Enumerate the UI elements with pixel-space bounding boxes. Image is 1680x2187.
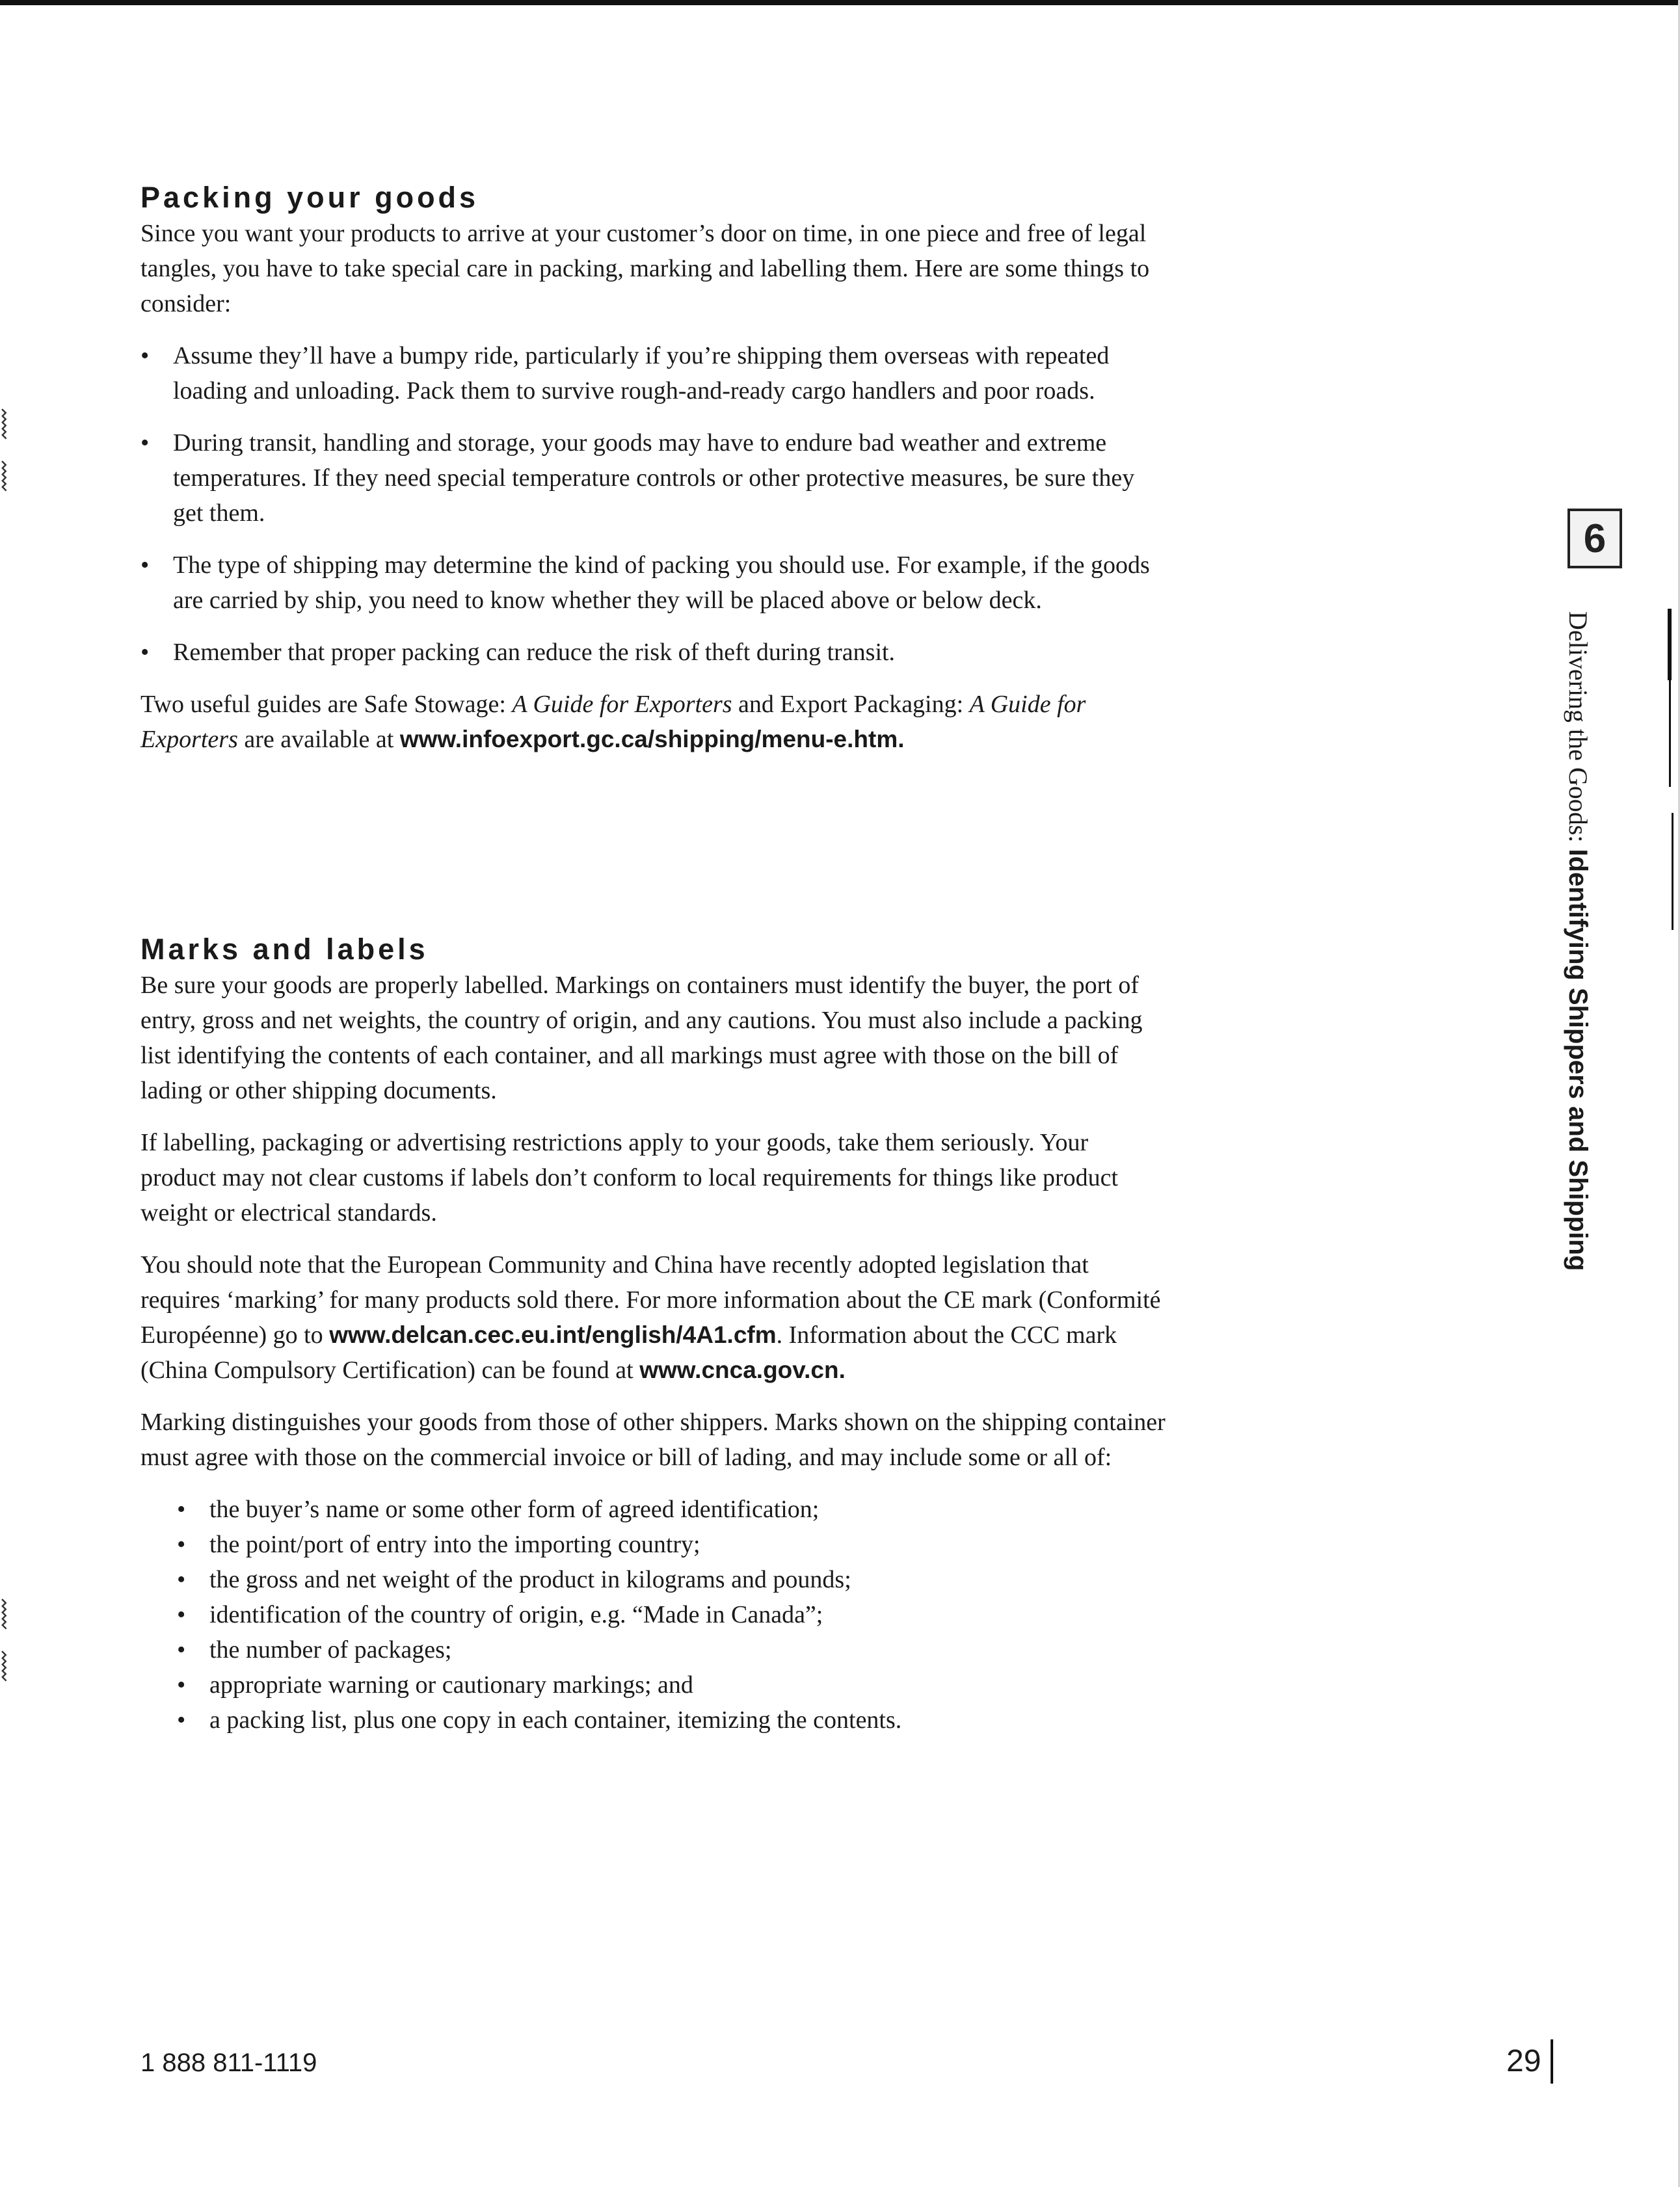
- page-number: 29: [1506, 2044, 1541, 2078]
- marks-heading: Marks and labels: [140, 933, 429, 966]
- marks-paragraph-4: Marking distinguishes your goods from those of other shippers. Marks shown on the shipping container must agree with those on the commercial invoice or bill of lading, and may include some or all of:: [140, 1409, 1166, 1471]
- marks-paragraph-2: If labelling, packaging or advertising restrictions apply to your goods, take them seriously. Your product may not clear customs if labels don’t conform to local requirements for things like product weight or electrical standards.: [140, 1129, 1119, 1226]
- ccc-text: . Information about the CCC mark (China Compulsory Certification) can be found at: [140, 1321, 1117, 1384]
- binder-mark-bottom: ⦚: [0, 1645, 8, 1691]
- binder-mark-mid: ⦚: [0, 455, 8, 501]
- list-item: • the buyer’s name or some other form of agreed identification;: [177, 1492, 1168, 1527]
- side-rule-2: [1669, 670, 1671, 787]
- footer-phone-number: 1 888 811-1119: [140, 2048, 317, 2077]
- marking-list: [140, 1492, 1168, 1738]
- list-item: • The type of shipping may determine the kind of packing you should use. For example, if the goods are carried by ship, you need to know whether they will be placed above or below deck.: [140, 548, 1168, 618]
- list-item: • the point/port of entry into the importing country;: [177, 1527, 1168, 1562]
- cnca-end: .: [838, 1357, 846, 1383]
- packing-heading: Packing your goods: [140, 181, 479, 214]
- packing-section: [140, 179, 1168, 774]
- guides-title-2: A Guide for Exporters: [140, 691, 1086, 753]
- list-item: • identification of the country of origin, e.g. “Made in Canada”;: [177, 1597, 1168, 1632]
- list-item: • Assume they’ll have a bumpy ride, particularly if you’re shipping them overseas with repeated loading and unloading. Pack them to survive rough-and-ready cargo handlers and poor roads.: [140, 338, 1168, 408]
- chapter-side-title: [1562, 611, 1593, 1271]
- list-item: • appropriate warning or cautionary markings; and: [177, 1667, 1168, 1703]
- page-number-rule: [1551, 2039, 1553, 2084]
- cnca-link[interactable]: www.cnca.gov.cn: [639, 1357, 839, 1383]
- packing-intro: Since you want your products to arrive at your customer’s door on time, in one piece and free of legal tangles, you have to take special care in packing, marking and labelling them. Here are some things to consider:: [140, 220, 1150, 317]
- infoexport-link[interactable]: www.infoexport.gc.ca/shipping/menu-e.htm: [399, 726, 898, 752]
- packing-bullet-list: [140, 338, 1168, 670]
- top-page-edge: [0, 0, 1680, 5]
- guides-end: .: [898, 726, 905, 752]
- list-item: • the number of packages;: [177, 1632, 1168, 1667]
- marks-paragraph-1: Be sure your goods are properly labelled. Markings on containers must identify the buyer, the port of entry, gross and net weights, the country of origin, and any cautions. You must also include a packing list identifying the contents of each container, and all markings must agree with those on the bill of lading or other shipping documents.: [140, 972, 1143, 1104]
- guides-paragraph: [140, 687, 1168, 757]
- chapter-number-box: 6: [1567, 509, 1622, 568]
- list-item: • Remember that proper packing can reduce the risk of theft during transit.: [140, 635, 1168, 670]
- binder-mark-top: ⦚: [0, 403, 8, 449]
- guides-text-3: are available at: [237, 726, 400, 753]
- binder-mark-low: ⦚: [0, 1593, 8, 1639]
- delcan-link[interactable]: www.delcan.cec.eu.int/english/4A1.cfm: [329, 1321, 777, 1348]
- ce-text: You should note that the European Community and China have recently adopted legislation that requires ‘marking’ for many products sold there. For more information about the CE mark (Conformité Européenne) go to: [140, 1251, 1161, 1349]
- marks-section: [140, 931, 1168, 1738]
- list-item: • During transit, handling and storage, your goods may have to endure bad weather and extreme temperatures. If they need special temperature controls or other protective measures, be sure they get them.: [140, 425, 1168, 531]
- side-title-main: Identifying Shippers and Shipping: [1564, 849, 1592, 1271]
- guides-title-1: A Guide for Exporters: [512, 691, 732, 718]
- guides-text-1: Two useful guides are Safe Stowage:: [140, 691, 513, 718]
- marks-paragraph-3: [140, 1247, 1168, 1388]
- side-rule-3: [1672, 813, 1673, 930]
- guides-text-2: and Export Packaging:: [732, 691, 970, 718]
- list-item: • a packing list, plus one copy in each container, itemizing the contents.: [177, 1703, 1168, 1738]
- list-item: • the gross and net weight of the product in kilograms and pounds;: [177, 1562, 1168, 1597]
- side-title-prefix: Delivering the Goods:: [1564, 611, 1593, 849]
